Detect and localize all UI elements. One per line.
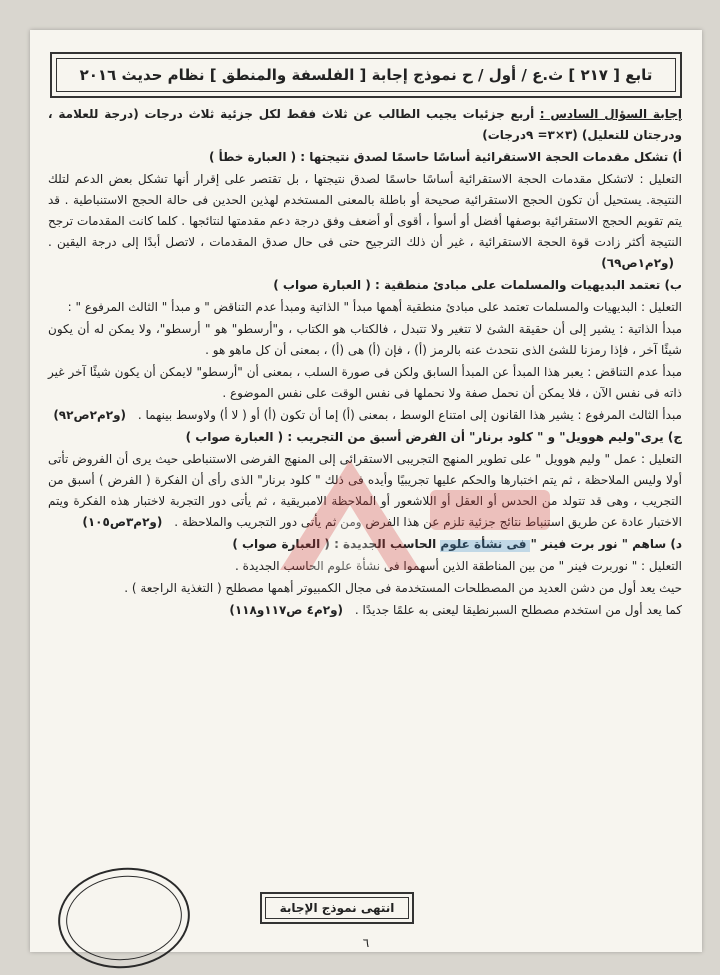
section-d-paragraph-3: كما يعد أول من استخدم مصطلح السبرنطيقا ليعنى به علمًا جديدًا . (و٢م٤ ص١١٧و١١٨) (229, 603, 682, 617)
answer-content (48, 104, 682, 622)
section-b-ref: (و٢م٢ص٩٢) (53, 408, 127, 422)
section-d-paragraph-1: التعليل : " نوربرت فينر " من بين المناطقة الذين أسهموا فى نشأة علوم الحاسب الجديدة . (235, 559, 682, 573)
header-box (50, 52, 682, 98)
section-d-ref: (و٢م٤ ص١١٧و١١٨) (229, 603, 344, 617)
end-of-answer-label: انتهى نموذج الإجابة (279, 901, 395, 915)
intro-label: إجابة السؤال السادس : (539, 107, 682, 121)
section-b-paragraph-2: مبدأ الذاتية : يشير إلى أن حقيقة الشئ لا تتغير ولا تتبدل ، فالكتاب هو الكتاب ، و"أرسطو" هو " أرسطو"، ولا يمكن له أن يكون شيئًا آخر ، فإذا رمزنا للشئ الذى نتحدث عنه بالرمز (أ) ، فإن (أ) هى (أ) ، بمعنى أن كل ماهو هو . (48, 322, 682, 357)
section-a-statement: أ) تشكل مقدمات الحجة الاستقرائية أساسًا حاسمًا لصدق نتيجتها : ( العبارة خطأ ) (208, 150, 682, 164)
section-a-ref: (و٢م١ص٦٩) (601, 256, 674, 270)
page-number: ٦ (362, 936, 370, 950)
page-title: تابع [ ٢١٧ ] ث.ع / أول / ح نموذج إجابة [ الفلسفة والمنطق ] نظام حديث ٢٠١٦ (79, 66, 653, 84)
document-page (30, 30, 702, 952)
section-c-ref: (و٢م٣ص١٠٥) (82, 515, 163, 529)
section-c-paragraph: التعليل : عمل " وليم هوويل " على تطوير المنهج التجريبى الاستقرائى إلى المنهج الفرضى الاستنباطى حيث يرى أن الفروض تأتى أولا وليس الملاحظة ، ثم يتم اختبارها والحكم عليها تجريبيًا وأيده فى ذلك " كلود برنار" الذى رأى أن الفكرة ( الفرض ) أسبق من التجريب ، وهى قد تتولد من الحدس أو العقل أو اللاشعور أو الملاحظة الامبريقية ، ثم يأتى دور التجربة لاختبار هذه الفكرة ويتم الاختبار عادة عن طريق استنباط نتائج جزئية تلزم عن هذا الفرض ومن ثم يأتى دور التجريب والملاحظة . (و٢م٣ص١٠٥) (48, 452, 682, 529)
section-d-statement: د) ساهم " نور برت فينر " فى نشأة علوم الحاسب الجديدة : ( العبارة صواب ) (232, 537, 682, 551)
intro-text: أربع جزئيات يجيب الطالب عن ثلاث فقط لكل جزئية ثلاث درجات (درجة للعلامة ، ودرجتان للتعليل) (٣×٣= ٩درجات) (48, 107, 682, 142)
section-b-paragraph-3: مبدأ عدم التناقض : يعبر هذا المبدأ عن المبدأ السابق ولكن فى صورة السلب ، بمعنى أن "أرسطو" لايمكن أن يكون شيئًا آخر غير ذاته فى نفس الآن ، فلا يمكن أن نحمل صفة ولا نحملها فى نفس الوقت على نفس الموضوع . (48, 365, 682, 400)
section-b-paragraph-4: مبدأ الثالث المرفوع : يشير هذا القانون إلى امتناع الوسط ، بمعنى (أ) إما أن تكون (أ) أو ( لا أ) ولاوسط بينهما . (و٢م٢ص٩٢) (53, 408, 682, 422)
intro-paragraph (48, 104, 682, 146)
section-b-statement: ب) تعتمد البديهيات والمسلمات على مبادئ منطقية : ( العبارة صواب ) (273, 278, 682, 292)
end-of-answer-box (260, 892, 414, 924)
stamp-inner-ring (62, 870, 186, 966)
section-d-paragraph-2: حيث يعد أول من دشن العديد من المصطلحات المستخدمة فى مجال الكمبيوتر أهمها مصطلح ( التغذية الراجعة ) . (124, 581, 682, 595)
official-stamp (53, 861, 195, 974)
section-c-statement: ج) يرى"وليم هوويل" و " كلود برنار" أن الفرض أسبق من التجريب : ( العبارة صواب ) (185, 430, 682, 444)
section-a-paragraph: التعليل : لاتشكل مقدمات الحجة الاستقرائية أساسًا حاسمًا لصدق نتيجتها ، بل تقتصر على إقرار أنها تشكل بعض الدعم لتلك النتيجة. يستحيل أن تكون الحجج الاستقرائية صحيحة أو باطلة بالمعنى المستخدم لهذين الحدين فى حالة الحجج الاستنباطية . قد يتم تقويم الحجج الاستقرائية بوصفها أفضل أو أسوأ ، أقوى أو أضعف وفق درجة دعم مقدمتها لنتائجها . كلما كانت المقدمات ترجح النتيجة أكثر زادت قوة الحجة الاستقرائية ، غير أن ذلك الترجيح حتى فى حال صدق المقدمات ، لاتصل أبدًا إلى درجة اليقين . (و٢م١ص٦٩) (48, 172, 682, 270)
section-b-paragraph-1: التعليل : البديهيات والمسلمات تعتمد على مبادئ منطقية أهمها مبدأ " الذاتية ومبدأ عدم التناقض " و مبدأ " الثالث المرفوع " : (67, 300, 682, 314)
